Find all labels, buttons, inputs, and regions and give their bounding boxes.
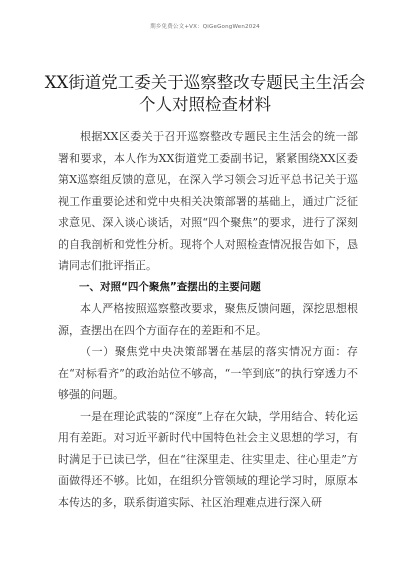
intro-paragraph: 根据XX区委关于召开巡察整改专题民主生活会的统一部署和要求，本人作为XX街道党工委副书记，紧紧围绕XX区委第X巡察组反馈的意见，在深入学习领会习近平总书记关于巡视工作重要论述和党中央相关决策部署的基础上，通过广泛征求意见、深入谈心谈话，对照“四个聚焦”的要求，进行了深刻的自我剖析和党性分析。现将个人对照检查情况报告如下，恳请同志们批评指正。 [58,130,358,272]
document-title [40,72,370,116]
section-1-intro: 本人严格按照巡察整改要求，聚焦反馈问题，深挖思想根源，查摆出在四个方面存在的差距和不足。 [58,302,358,337]
header-note: 期乡免费公文+VX：QiGeGongWen2024 [150,24,260,30]
title-line-2: 个人对照检查材料 [139,95,271,114]
subsection-1-paragraph: （一）聚焦党中央决策部署在基层的落实情况方面：存在“对标看齐”的政治站位不够高，“一竿到底”的执行穿透力不够强的问题。 [58,345,358,401]
section-heading-1: 一、对照“四个聚焦”查摆出的主要问题 [79,280,261,293]
point-1-paragraph: 一是在理论武装的“深度”上存在欠缺，学用结合、转化运用有差距。对习近平新时代中国特色社会主义思想的学习，有时满足于已读已学，但在“往深里走、往实里走、往心里走”方面做得还不够。比如，在组织分管领域的理论学习时，原原本本传达的多，联系街道实际、社区治理难点进行深入研 [58,409,358,509]
document-body [58,126,358,513]
title-line-1: XX街道党工委关于巡察整改专题民主生活会 [44,73,366,92]
